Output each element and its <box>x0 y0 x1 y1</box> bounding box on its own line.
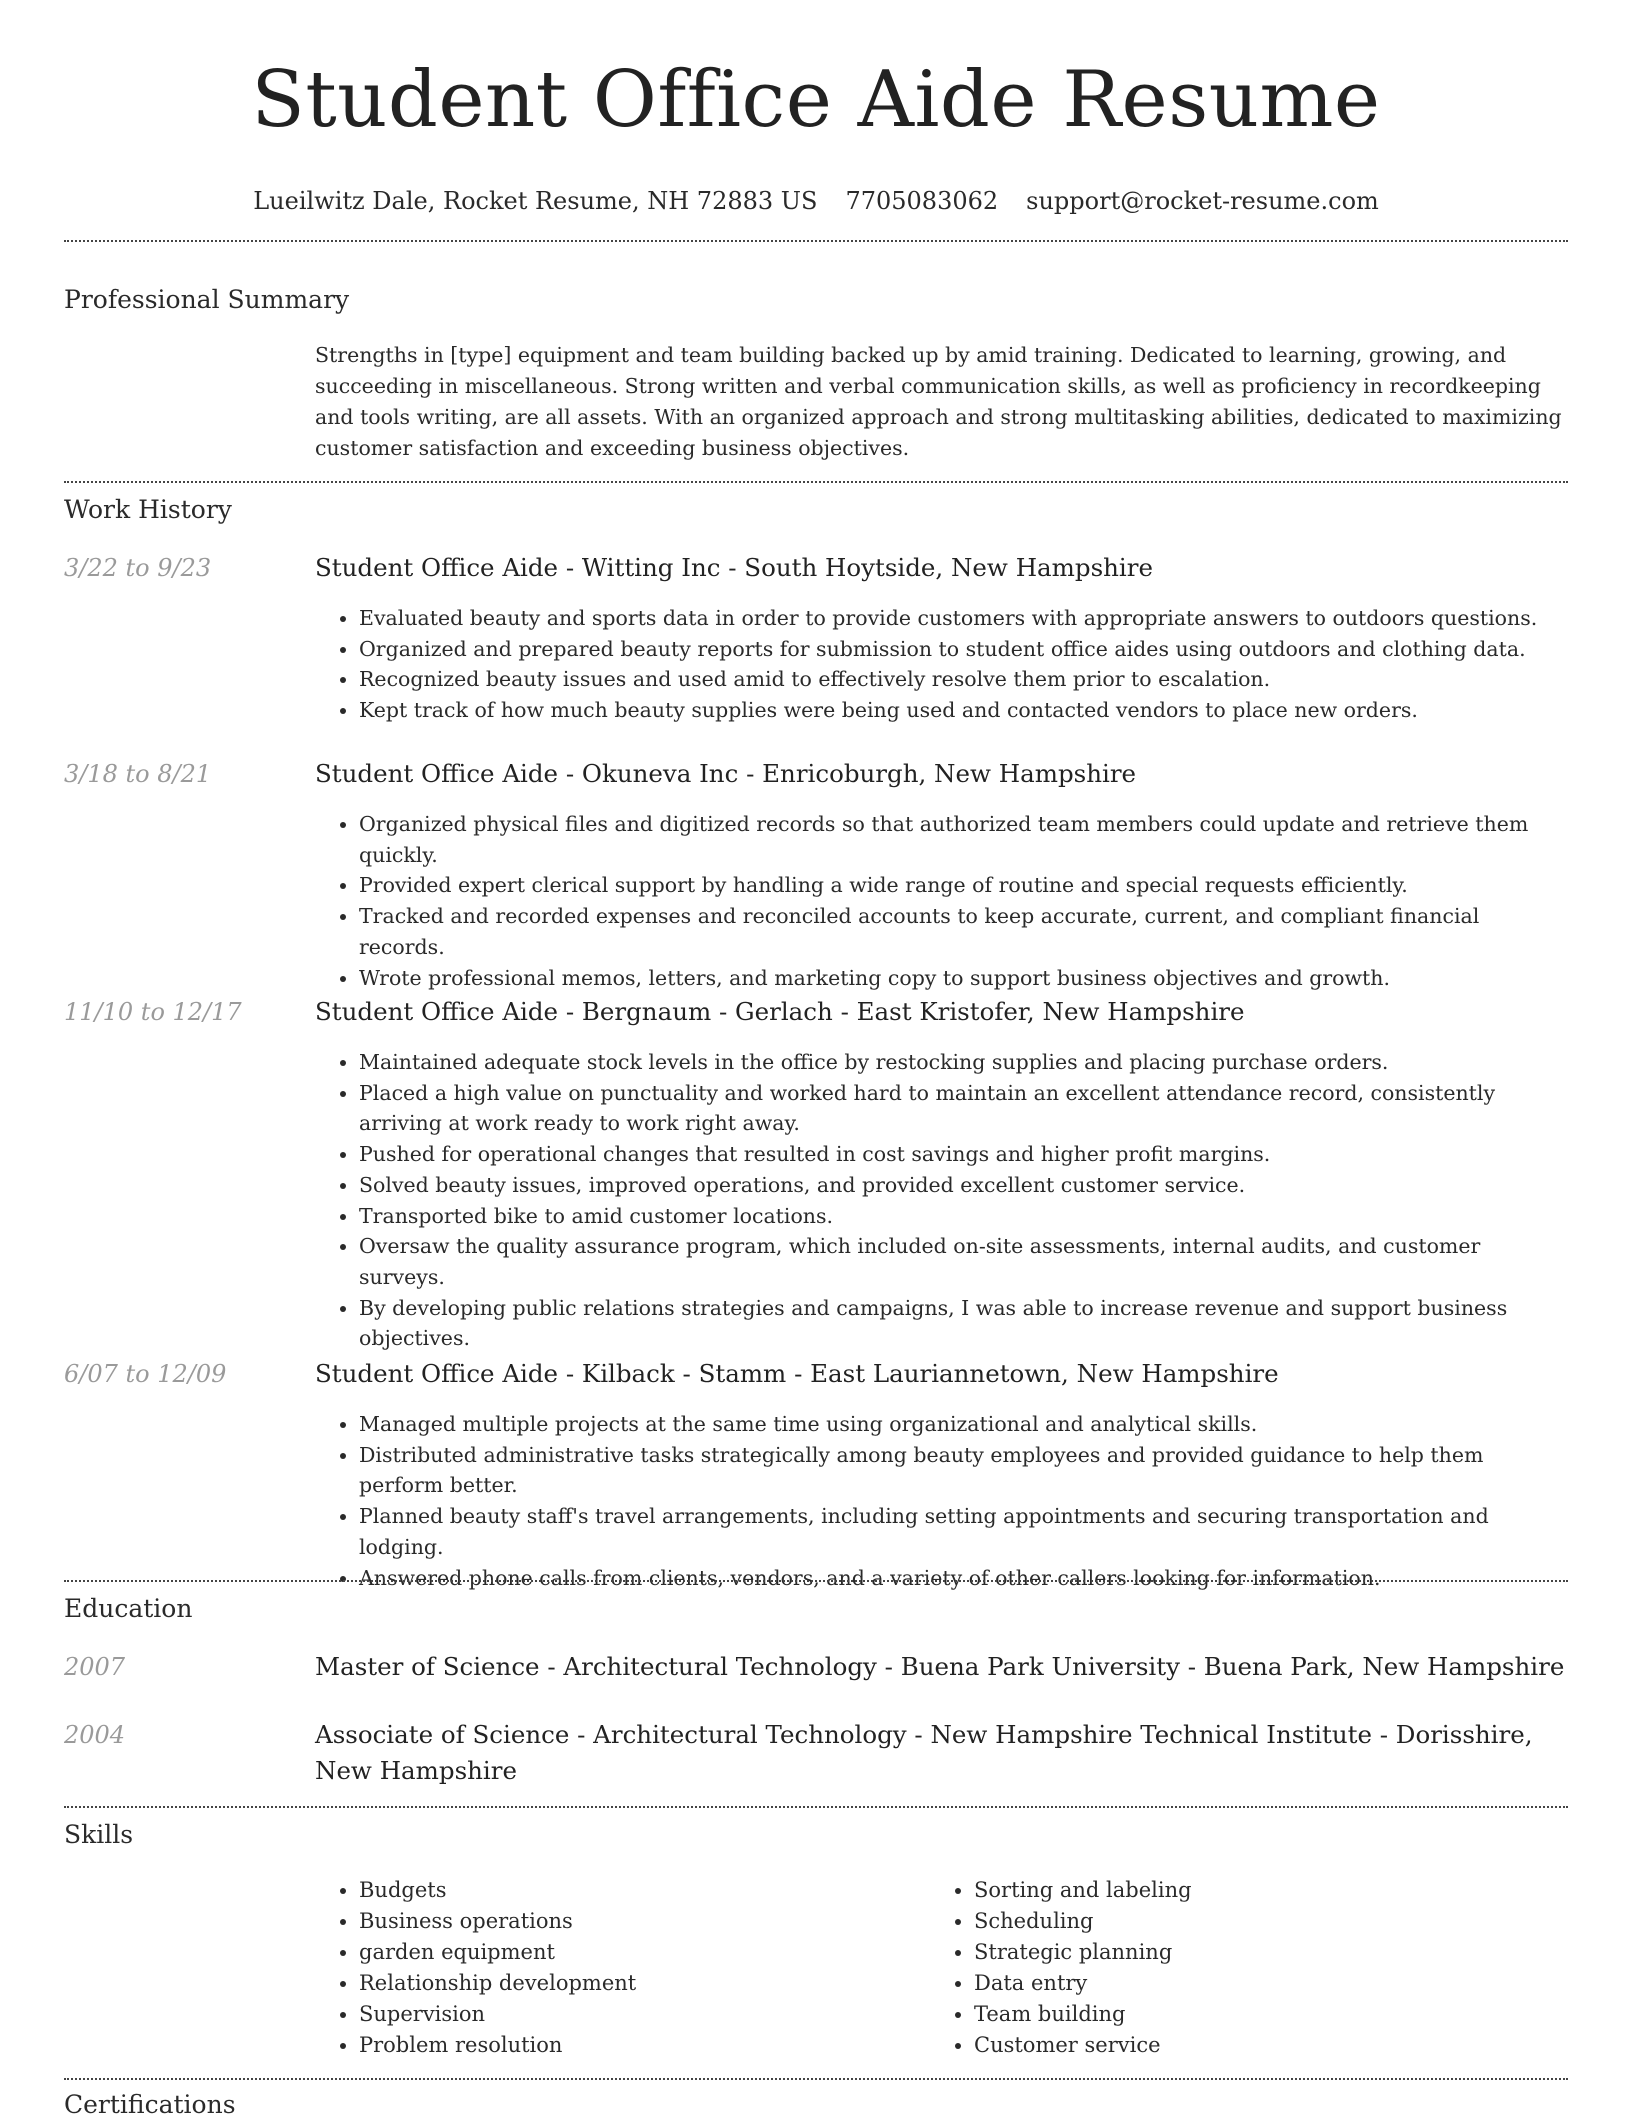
job-bullets <box>315 1409 1570 1593</box>
list-item: • Recognized beauty issues and used amid to effectively resolve them prior to escalation. <box>359 664 1570 695</box>
divider <box>64 240 1568 242</box>
job-title: Student Office Aide - Okuneva Inc - Enricoburgh, New Hampshire <box>315 759 1137 788</box>
resume-title: Student Office Aide Resume <box>251 55 1381 145</box>
education-entry: Associate of Science - Architectural Technology - New Hampshire Technical Institute - Dorisshire, New Hampshire <box>315 1720 1533 1785</box>
job-dates: 3/22 to 9/23 <box>64 554 212 582</box>
divider <box>64 1806 1568 1808</box>
list-item: • Organized and prepared beauty reports for submission to student office aides using outdoors and clothing data. <box>359 634 1570 665</box>
skill-item: • Budgets <box>359 1875 919 1906</box>
section-heading-work-history: Work History <box>64 495 232 524</box>
section-heading-certifications: Certifications <box>64 2090 236 2119</box>
list-item: • Transported bike to amid customer locations. <box>359 1201 1570 1232</box>
skill-item: • Supervision <box>359 1999 919 2030</box>
skill-item: • Sorting and labeling <box>974 1875 1534 1906</box>
skill-item: • Scheduling <box>974 1906 1534 1937</box>
education-entry: Master of Science - Architectural Technology - Buena Park University - Buena Park, New Hampshire <box>315 1652 1565 1681</box>
list-item: • Planned beauty staff's travel arrangements, including setting appointments and securing transportation and lodging. <box>359 1501 1570 1562</box>
job-bullets <box>315 603 1570 726</box>
skill-item: • Customer service <box>974 2030 1534 2061</box>
contact-email: support@rocket-resume.com <box>1026 187 1379 215</box>
job-bullets <box>315 809 1570 993</box>
skill-item: • Data entry <box>974 1968 1534 1999</box>
summary-text: Strengths in [type] equipment and team building backed up by amid training. Dedicated to learning, growing, and succeeding in miscellaneous. Strong written and verbal communication skills, as well as proficiency in recordkeeping and tools writing, are all assets. With an organized approach and strong multitasking abilities, dedicated to maximizing customer satisfaction and exceeding business objectives. <box>315 343 1562 460</box>
job-bullets <box>315 1047 1570 1354</box>
section-heading-education: Education <box>64 1594 193 1623</box>
contact-line <box>0 186 1632 216</box>
education-year: 2004 <box>64 1721 126 1749</box>
skill-item: • Business operations <box>359 1906 919 1937</box>
skill-item: • Team building <box>974 1999 1534 2030</box>
section-heading-skills: Skills <box>64 1820 134 1849</box>
list-item: • Maintained adequate stock levels in the office by restocking supplies and placing purchase orders. <box>359 1047 1570 1078</box>
job-title: Student Office Aide - Kilback - Stamm - East Lauriannetown, New Hampshire <box>315 1359 1279 1388</box>
contact-address: Lueilwitz Dale, Rocket Resume, NH 72883 US <box>253 187 818 215</box>
list-item: • Solved beauty issues, improved operations, and provided excellent customer service. <box>359 1170 1570 1201</box>
list-item: • Oversaw the quality assurance program, which included on-site assessments, internal audits, and customer surveys. <box>359 1231 1570 1292</box>
list-item: • Distributed administrative tasks strategically among beauty employees and provided guidance to help them perform better. <box>359 1440 1570 1501</box>
skills-list-right <box>930 1875 1534 2061</box>
list-item: • Answered phone calls from clients, vendors, and a variety of other callers looking for information. <box>359 1563 1570 1594</box>
list-item: • Pushed for operational changes that resulted in cost savings and higher profit margins. <box>359 1139 1570 1170</box>
education-year: 2007 <box>64 1653 126 1681</box>
job-dates: 3/18 to 8/21 <box>64 760 212 788</box>
section-heading-summary: Professional Summary <box>64 285 350 314</box>
divider <box>64 1580 1568 1582</box>
skill-item: • Strategic planning <box>974 1937 1534 1968</box>
list-item: • Provided expert clerical support by handling a wide range of routine and special requests efficiently. <box>359 870 1570 901</box>
job-dates: 11/10 to 12/17 <box>64 998 242 1026</box>
list-item: • Tracked and recorded expenses and reconciled accounts to keep accurate, current, and compliant financial records. <box>359 901 1570 962</box>
divider <box>64 2078 1568 2080</box>
skill-item: • garden equipment <box>359 1937 919 1968</box>
job-title: Student Office Aide - Bergnaum - Gerlach - East Kristofer, New Hampshire <box>315 997 1245 1026</box>
skills-list-left <box>315 1875 919 2061</box>
skill-item: • Problem resolution <box>359 2030 919 2061</box>
job-dates: 6/07 to 12/09 <box>64 1360 227 1388</box>
list-item: • Evaluated beauty and sports data in order to provide customers with appropriate answers to outdoors questions. <box>359 603 1570 634</box>
divider <box>64 481 1568 483</box>
list-item: • Placed a high value on punctuality and worked hard to maintain an excellent attendance record, consistently arriving at work ready to work right away. <box>359 1078 1570 1139</box>
contact-phone: 7705083062 <box>845 187 999 215</box>
list-item: • Wrote professional memos, letters, and marketing copy to support business objectives and growth. <box>359 963 1570 994</box>
list-item: • Managed multiple projects at the same time using organizational and analytical skills. <box>359 1409 1570 1440</box>
list-item: • Organized physical files and digitized records so that authorized team members could update and retrieve them quickly. <box>359 809 1570 870</box>
skill-item: • Relationship development <box>359 1968 919 1999</box>
list-item: • By developing public relations strategies and campaigns, I was able to increase revenue and support business objectives. <box>359 1293 1570 1354</box>
job-title: Student Office Aide - Witting Inc - South Hoytside, New Hampshire <box>315 553 1153 582</box>
list-item: • Kept track of how much beauty supplies were being used and contacted vendors to place new orders. <box>359 695 1570 726</box>
